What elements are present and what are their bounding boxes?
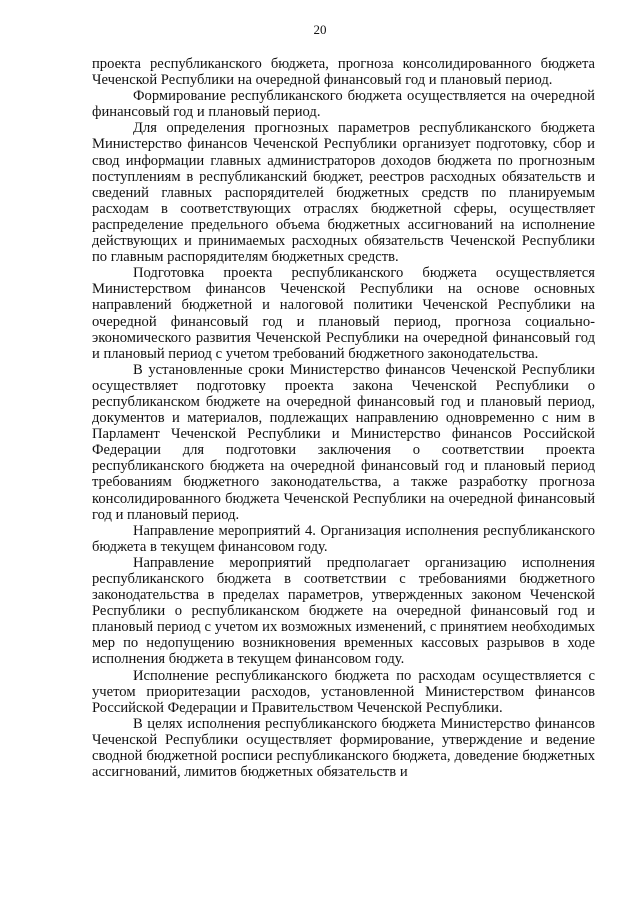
paragraph: Направление мероприятий предполагает организацию исполнения республиканского бюджета в соответствии с требованиями бюджетного законодательства в пределах параметров, утвержденных законом Чеченской Республики о республиканском бюджете на очередной финансовый год и плановый период с учетом их возможных изменений, с принятием необходимых мер по недопущению возникновения временных кассовых разрывов в ходе исполнения бюджета в текущем финансовом году. xyxy=(92,554,595,668)
paragraph: проекта республиканского бюджета, прогноза консолидированного бюджета Чеченской Республики на очередной финансовый год и плановый период. xyxy=(92,56,595,89)
paragraph: Для определения прогнозных параметров республиканского бюджета Министерство финансов Чеченской Республики организует подготовку, сбор и свод информации главных администраторов доходов бюджета по прогнозным поступлениям в республиканский бюджет, реестров расходных обязательств и сведений главных распорядителей бюджетных средств по планируемым расходам в соответствующих отраслях бюджетной сферы, осуществляет распределение предельного объема бюджетных ассигнований на исполнение действующих и принимаемых расходных обязательств Чеченской Республики по главным распорядителям бюджетных средств. xyxy=(92,120,595,266)
paragraph: Формирование республиканского бюджета осуществляется на очередной финансовый год и плановый период. xyxy=(92,88,595,121)
page-number: 20 xyxy=(313,22,327,37)
paragraph: В установленные сроки Министерство финансов Чеченской Республики осуществляет подготовку проекта закона Чеченской Республики о республиканском бюджете на очередной финансовый год и плановый период, документов и материалов, подлежащих направлению одновременно с ним в Парламент Чеченской Республики и Министерство финансов Российской Федерации для подготовки заключения о соответствии проекта республиканского бюджета на очередной финансовый год и плановый период требованиям бюджетного законодательства, а также разработку прогноза консолидированного бюджета Чеченской Республики на очередной финансовый год и плановый период. xyxy=(92,361,595,523)
paragraph: В целях исполнения республиканского бюджета Министерство финансов Чеченской Республики осуществляет формирование, утверждение и ведение сводной бюджетной росписи республиканского бюджета, доведение бюджетных ассигнований, лимитов бюджетных обязательств и xyxy=(92,715,595,781)
paragraph: Подготовка проекта республиканского бюджета осуществляется Министерством финансов Чеченской Республики на основе основных направлений бюджетной и налоговой политики Чеченской Республики на очередной финансовый год и плановый период, прогноза социально-экономического развития Чеченской Республики на очередной финансовый год и плановый период с учетом требований бюджетного законодательства. xyxy=(92,265,595,362)
section-heading-paragraph: Направление мероприятий 4. Организация исполнения республиканского бюджета в текущем финансовом году. xyxy=(92,522,595,555)
document-body xyxy=(92,56,595,780)
paragraph: Исполнение республиканского бюджета по расходам осуществляется с учетом приоритезации расходов, установленной Министерством финансов Российской Федерации и Правительством Чеченской Республики. xyxy=(92,667,595,716)
